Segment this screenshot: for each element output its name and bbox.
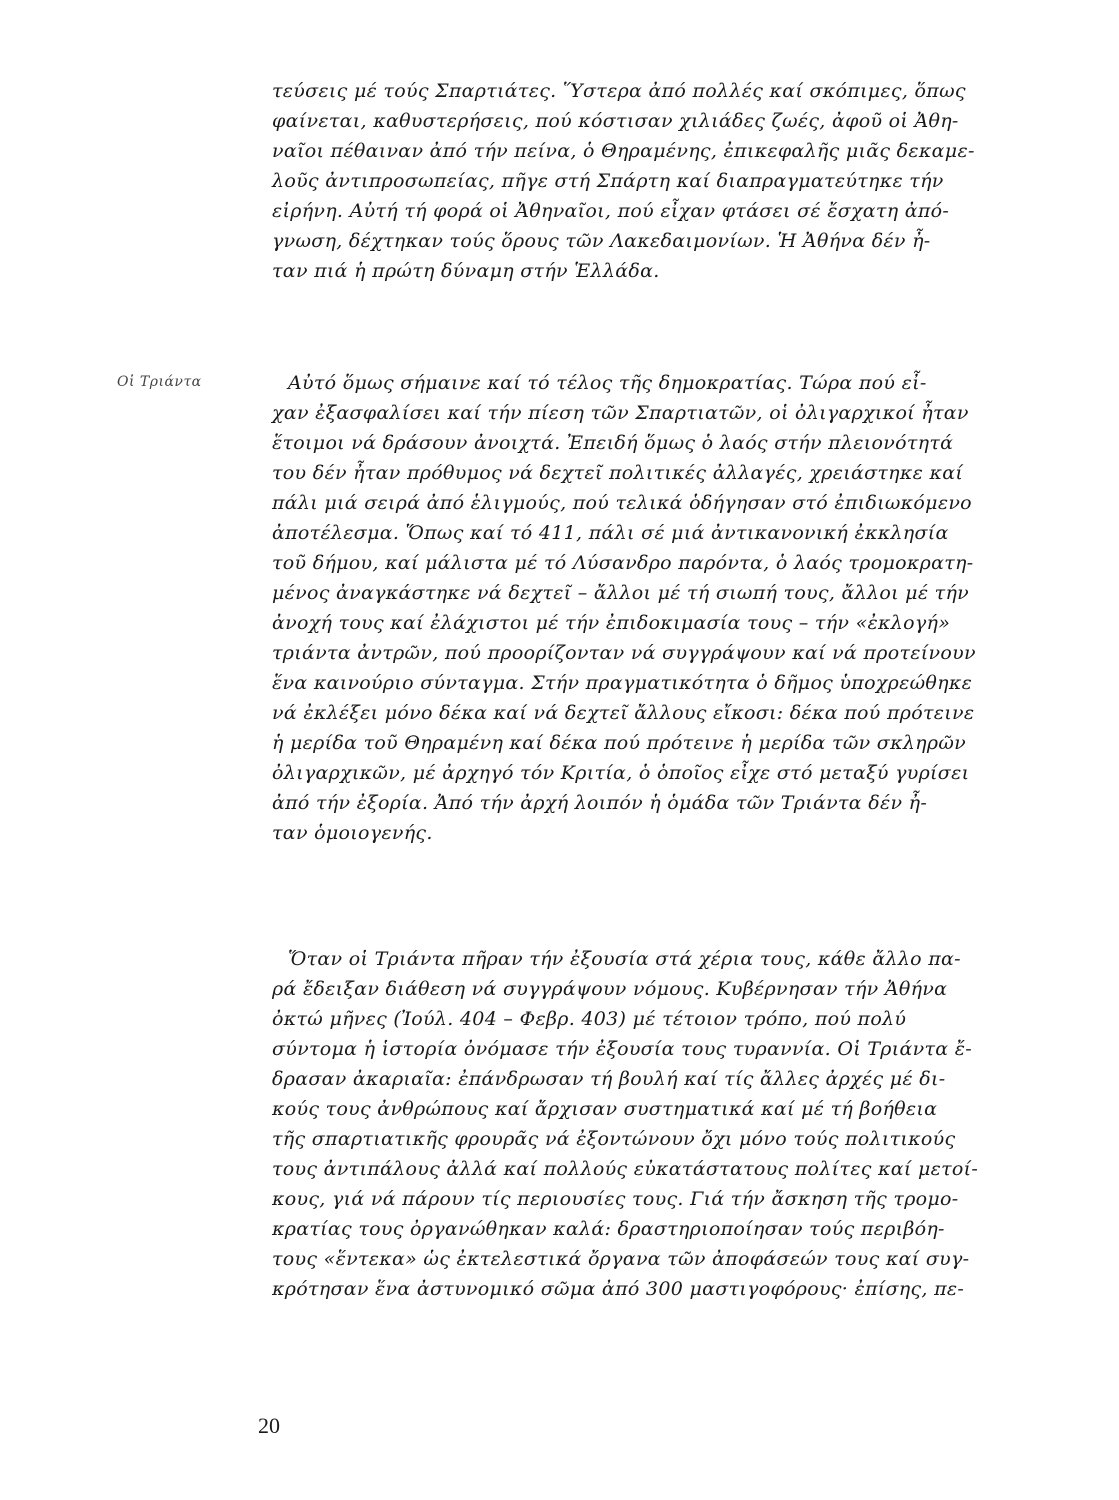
text-line: κούς τους ἀνθρώπους καί ἄρχισαν συστηματικά καί μέ τή βοήθεια xyxy=(272,1098,938,1120)
text-line: νά ἐκλέξει μόνο δέκα καί νά δεχτεῖ ἄλλους εἴκοσι: δέκα πού πρότεινε xyxy=(272,702,975,724)
text-line: ὀλιγαρχικῶν, μέ ἀρχηγό τόν Κριτία, ὁ ὁποῖος εἶχε στό μεταξύ γυρίσει xyxy=(272,762,970,784)
text-line: ἕνα καινούριο σύνταγμα. Στήν πραγματικότητα ὁ δῆμος ὑποχρεώθηκε xyxy=(272,672,973,694)
text-line: τεύσεις μέ τούς Σπαρτιάτες. Ὕστερα ἀπό πολλές καί σκόπιμες, ὅπως xyxy=(272,80,966,102)
text-line: τους «ἕντεκα» ὡς ἐκτελεστικά ὄργανα τῶν ἀποφάσεών τους καί συγ- xyxy=(272,1248,970,1270)
text-line: ἕτοιμοι νά δράσουν ἀνοιχτά. Ἐπειδή ὅμως ὁ λαός στήν πλειονότητά xyxy=(272,432,954,454)
text-line: λοῦς ἀντιπροσωπείας, πῆγε στή Σπάρτη καί διαπραγματεύτηκε τήν xyxy=(272,170,944,192)
text-line: φαίνεται, καθυστερήσεις, πού κόστισαν χιλιάδες ζωές, ἀφοῦ οἱ Ἀθη- xyxy=(272,110,959,132)
text-line: τριάντα ἀντρῶν, πού προορίζονταν νά συγγράψουν καί νά προτείνουν xyxy=(272,642,976,664)
text-line: ἀποτέλεσμα. Ὅπως καί τό 411, πάλι σέ μιά ἀντικανονική ἐκκλησία xyxy=(272,522,949,544)
text-line: ἀνοχή τους καί ἐλάχιστοι μέ τήν ἐπιδοκιμασία τους – τήν «ἐκλογή» xyxy=(272,612,951,634)
text-line: εἰρήνη. Αὐτή τή φορά οἱ Ἀθηναῖοι, πού εἶχαν φτάσει σέ ἔσχατη ἀπό- xyxy=(272,200,950,222)
text-line: ρά ἔδειξαν διάθεση νά συγγράψουν νόμους. Κυβέρνησαν τήν Ἀθήνα xyxy=(272,978,948,1000)
text-line: κρότησαν ἕνα ἀστυνομικό σῶμα ἀπό 300 μαστιγοφόρους· ἐπίσης, πε- xyxy=(272,1278,965,1300)
text-line: ἀπό τήν ἐξορία. Ἀπό τήν ἀρχή λοιπόν ἡ ὁμάδα τῶν Τριάντα δέν ἦ- xyxy=(272,792,928,814)
text-line: σύντομα ἡ ἱστορία ὀνόμασε τήν ἐξουσία τους τυραννία. Οἱ Τριάντα ἔ- xyxy=(272,1038,972,1060)
text-line: του δέν ἦταν πρόθυμος νά δεχτεῖ πολιτικές ἀλλαγές, χρειάστηκε καί xyxy=(272,462,964,484)
paragraph-1 xyxy=(272,76,1042,286)
text-line: τους ἀντιπάλους ἀλλά καί πολλούς εὐκατάστατους πολίτες καί μετοί- xyxy=(272,1158,979,1180)
page-number: 20 xyxy=(258,1413,280,1438)
text-line: ταν ὁμοιογενής. xyxy=(272,822,433,844)
text-line: χαν ἐξασφαλίσει καί τήν πίεση τῶν Σπαρτιατῶν, οἱ ὀλιγαρχικοί ἦταν xyxy=(272,402,969,424)
text-line: γνωση, δέχτηκαν τούς ὅρους τῶν Λακεδαιμονίων. Ἡ Ἀθήνα δέν ἦ- xyxy=(272,230,931,252)
margin-note: Οἱ Τριάντα xyxy=(117,374,202,390)
text-line: ἡ μερίδα τοῦ Θηραμένη καί δέκα πού πρότεινε ἡ μερίδα τῶν σκληρῶν xyxy=(272,732,966,754)
paragraph-2 xyxy=(272,368,1042,848)
text-line: ναῖοι πέθαιναν ἀπό τήν πείνα, ὁ Θηραμένης, ἐπικεφαλῆς μιᾶς δεκαμε- xyxy=(272,140,975,162)
text-line: ταν πιά ἡ πρώτη δύναμη στήν Ἑλλάδα. xyxy=(272,260,660,282)
text-line: κρατίας τους ὀργανώθηκαν καλά: δραστηριοποίησαν τούς περιβόη- xyxy=(272,1218,945,1240)
text-line: μένος ἀναγκάστηκε νά δεχτεῖ – ἄλλοι μέ τή σιωπή τους, ἄλλοι μέ τήν xyxy=(272,582,970,604)
paragraph-3 xyxy=(272,944,1042,1304)
text-line: τῆς σπαρτιατικῆς φρουρᾶς νά ἐξοντώνουν ὄχι μόνο τούς πολιτικούς xyxy=(272,1128,956,1150)
text-line: Αὐτό ὅμως σήμαινε καί τό τέλος τῆς δημοκρατίας. Τώρα πού εἶ- xyxy=(288,372,927,394)
text-line: δρασαν ἀκαριαῖα: ἐπάνδρωσαν τή βουλή καί τίς ἄλλες ἀρχές μέ δι- xyxy=(272,1068,946,1090)
text-line: τοῦ δήμου, καί μάλιστα μέ τό Λύσανδρο παρόντα, ὁ λαός τρομοκρατη- xyxy=(272,552,974,574)
text-line: ὀκτώ μῆνες (Ἰούλ. 404 – Φεβρ. 403) μέ τέτοιον τρόπο, πού πολύ xyxy=(272,1008,907,1030)
text-line: Ὅταν οἱ Τριάντα πῆραν τήν ἐξουσία στά χέρια τους, κάθε ἄλλο πα- xyxy=(288,948,961,970)
text-line: πάλι μιά σειρά ἀπό ἑλιγμούς, πού τελικά ὁδήγησαν στό ἐπιδιωκόμενο xyxy=(272,492,972,514)
text-line: κους, γιά νά πάρουν τίς περιουσίες τους. Γιά τήν ἄσκηση τῆς τρομο- xyxy=(272,1188,959,1210)
